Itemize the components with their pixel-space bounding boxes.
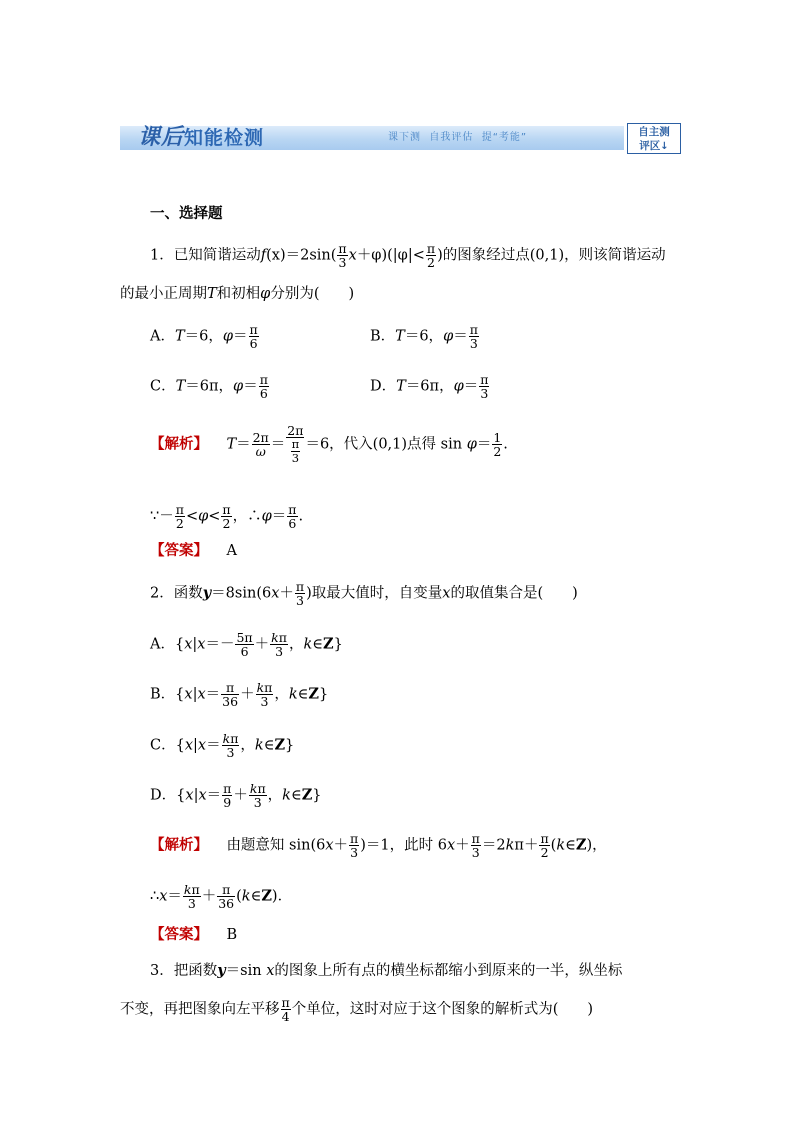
fraction: $\frac{\pi}{2}$ bbox=[222, 502, 231, 531]
fraction: $\frac{k\pi}{3}$ bbox=[183, 882, 200, 911]
banner-subtitle: 课下测 自我评估 提“考能” bbox=[388, 132, 528, 143]
q1-analysis: 【解析】 T＝ $\frac{2\pi}{\omega}$ ＝ $\frac{2\pi}{\frac{\pi}{3}}$ ＝6，代入(0,1)点得 sin φ＝ $\frac{1}{2}$ . bbox=[150, 423, 508, 465]
q1-option-b[interactable]: B．T＝6，φ＝ $\frac{\pi}{3}$ bbox=[370, 322, 478, 351]
fraction: $\frac{\pi}{3}$ bbox=[469, 322, 478, 351]
fraction: $\frac{\pi}{3}$ bbox=[350, 831, 359, 860]
q2-option-b[interactable]: B．{x|x＝ $\frac{\pi}{36}$ ＋ $\frac{k\pi}{3}$ ，k∈Z} bbox=[150, 680, 329, 709]
fraction: $\frac{\pi}{2}$ bbox=[175, 502, 184, 531]
fraction: $\frac{\pi}{3}$ bbox=[480, 372, 489, 401]
section-heading: 一、选择题 bbox=[150, 206, 223, 222]
analysis-label: 【解析】 bbox=[150, 436, 208, 453]
q1-stem: 1．已知简谐运动f(x)＝2sin( $\frac{\pi}{3}$ x＋φ)(|φ|< $\frac{\pi}{2}$ )的图象经过点(0,1)，则该简谐运动 bbox=[150, 241, 666, 270]
q2-option-a[interactable]: A．{x|x＝－ $\frac{5\pi}{6}$ ＋ $\frac{k\pi}{3}$ ，k∈Z} bbox=[150, 630, 343, 659]
fraction: $\frac{\pi}{6}$ bbox=[259, 372, 268, 401]
fraction: $\frac{k\pi}{3}$ bbox=[222, 731, 239, 760]
fraction: $\frac{\pi}{2}$ bbox=[426, 241, 436, 270]
q2-analysis: 【解析】 由题意知 sin(6x＋ $\frac{\pi}{3}$ )＝1，此时 6x＋ $\frac{\pi}{3}$ ＝2kπ＋ $\frac{\pi}{2}$ (k∈Z)， bbox=[150, 831, 607, 860]
q3-stem: 3．把函数y＝sin x的图象上所有点的横坐标都缩小到原来的一半，纵坐标 bbox=[150, 962, 623, 979]
fraction: $\frac{\pi}{36}$ bbox=[218, 882, 235, 911]
fraction: $\frac{\pi}{9}$ bbox=[223, 781, 232, 810]
self-test-area-button[interactable]: 自主测 评区↓ bbox=[627, 123, 681, 154]
answer-label: 【答案】 bbox=[150, 543, 208, 559]
fraction: $\frac{2\pi}{\omega}$ bbox=[252, 430, 269, 459]
q1-option-c[interactable]: C．T＝6π，φ＝ $\frac{\pi}{6}$ bbox=[150, 372, 268, 401]
answer-label: 【答案】 bbox=[150, 927, 208, 943]
analysis-label: 【解析】 bbox=[150, 837, 208, 854]
q2-option-c[interactable]: C．{x|x＝ $\frac{k\pi}{3}$ ，k∈Z} bbox=[150, 731, 295, 760]
fraction: $\frac{5\pi}{6}$ bbox=[236, 630, 253, 659]
fraction: $\frac{\pi}{36}$ bbox=[222, 680, 239, 709]
arrow-down-icon: ↓ bbox=[660, 141, 669, 152]
fraction: $\frac{\pi}{3}$ bbox=[338, 241, 347, 270]
fraction: $\frac{\pi}{3}$ bbox=[471, 831, 480, 860]
q3-stem-line2: 不变，再把图象向左平移 $\frac{\pi}{4}$ 个单位，这时对应于这个图象的解析式为( ) bbox=[120, 995, 594, 1024]
q1-option-a[interactable]: A．T＝6，φ＝ $\frac{\pi}{6}$ bbox=[150, 322, 258, 351]
fraction: $\frac{1}{2}$ bbox=[493, 430, 502, 459]
q2-stem: 2．函数y＝8sin(6x＋ $\frac{\pi}{3}$ )取最大值时，自变量x的取值集合是( ) bbox=[150, 579, 578, 608]
q2-analysis-line2: ∴x＝ $\frac{k\pi}{3}$ ＋ $\frac{\pi}{36}$ (k∈Z)． bbox=[150, 882, 293, 911]
fraction: $\frac{\pi}{2}$ bbox=[540, 831, 549, 860]
fraction: $\frac{2\pi}{\frac{\pi}{3}}$ bbox=[287, 423, 304, 465]
q1-analysis-line2: ∵－ $\frac{\pi}{2}$ <φ< $\frac{\pi}{2}$ ，∴φ＝ $\frac{\pi}{6}$ . bbox=[150, 502, 304, 531]
fraction: $\frac{\pi}{6}$ bbox=[249, 322, 258, 351]
fraction: $\frac{k\pi}{3}$ bbox=[271, 630, 287, 659]
section-banner bbox=[120, 121, 681, 154]
q1-option-d[interactable]: D．T＝6π，φ＝ $\frac{\pi}{3}$ bbox=[370, 372, 489, 401]
banner-title: 课后知能检测 bbox=[138, 125, 265, 150]
q2-option-d[interactable]: D．{x|x＝ $\frac{\pi}{9}$ ＋ $\frac{k\pi}{3}$ ，k∈Z} bbox=[150, 781, 322, 810]
fraction: $\frac{\pi}{6}$ bbox=[288, 502, 297, 531]
fraction: $\frac{k\pi}{3}$ bbox=[256, 680, 273, 709]
q1-stem-line2: 的最小正周期T和初相φ分别为( ) bbox=[120, 286, 355, 302]
fraction: $\frac{k\pi}{3}$ bbox=[249, 781, 266, 810]
fraction: $\frac{\pi}{4}$ bbox=[281, 995, 290, 1024]
fraction: $\frac{\pi}{3}$ bbox=[295, 579, 305, 608]
q2-answer: 【答案】 B bbox=[150, 927, 238, 943]
q1-answer: 【答案】 A bbox=[150, 543, 237, 559]
